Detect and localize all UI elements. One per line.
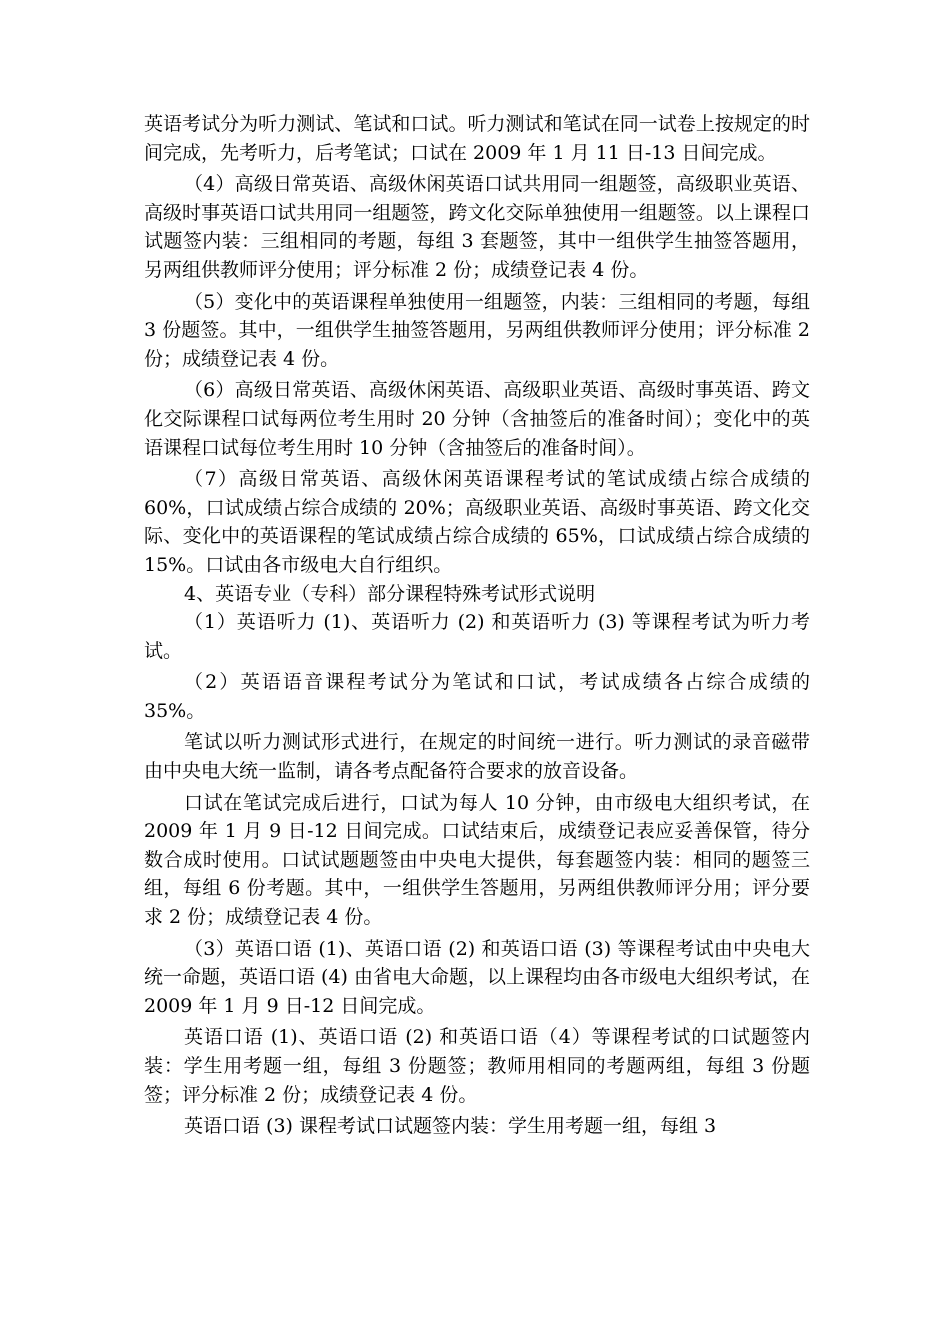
- paragraph-item-6: （6）高级日常英语、高级休闲英语、高级职业英语、高级时事英语、跨文化交际课程口试每两位考生用时 20 分钟（含抽签后的准备时间）；变化中的英语课程口试每位考生用时 10 分钟（含抽签后的准备时间）。: [144, 379, 810, 459]
- paragraph-speaking-3: 英语口语 (3) 课程考试口试题签内装：学生用考题一组，每组 3: [184, 1115, 717, 1138]
- paragraph-item-4: （4）高级日常英语、高级休闲英语口试共用同一组题签，高级职业英语、高级时事英语口试共用同一组题签，跨文化交际单独使用一组题签。以上课程口试题签内装：三组相同的考题，每组 3 套题签，其中一组供学生抽签答题用，另两组供教师评分使用；评分标准 2 份；成绩登记表 4 份。: [144, 173, 810, 281]
- paragraph-exam-format: 英语考试分为听力测试、笔试和口试。听力测试和笔试在同一试卷上按规定的时间完成，先考听力，后考笔试；口试在 2009 年 1 月 11 日-13 日间完成。: [144, 113, 810, 164]
- document-page: [144, 110, 810, 1141]
- paragraph-listening: （1）英语听力 (1)、英语听力 (2) 和英语听力 (3) 等课程考试为听力考试。: [144, 611, 810, 662]
- paragraph-phonetics: （2）英语语音课程考试分为笔试和口试，考试成绩各占综合成绩的 35%。: [144, 671, 810, 722]
- paragraph-speaking-packets: 英语口语 (1)、英语口语 (2) 和英语口语（4）等课程考试的口试题签内装：学生用考题一组，每组 3 份题签；教师用相同的考题两组，每组 3 份题签；评分标准 2 份；成绩登记表 4 份。: [144, 1026, 810, 1106]
- paragraph-item-7: （7）高级日常英语、高级休闲英语课程考试的笔试成绩占综合成绩的 60%，口试成绩占综合成绩的 20%；高级职业英语、高级时事英语、跨文化交际、变化中的英语课程的笔试成绩占综合成绩的 65%，口试成绩占综合成绩的 15%。口试由各市级电大自行组织。: [144, 468, 810, 576]
- paragraph-oral-test: 口试在笔试完成后进行，口试为每人 10 分钟，由市级电大组织考试，在 2009 年 1 月 9 日-12 日间完成。口试结束后，成绩登记表应妥善保管，待分数合成时使用。口试试题题签由中央电大提供，每套题签内装：相同的题签三组，每组 6 份考题。其中，一组供学生答题用，另两组供教师评分用；评分要求 2 份；成绩登记表 4 份。: [144, 791, 810, 929]
- paragraph-item-5: （5）变化中的英语课程单独使用一组题签，内装：三组相同的考题，每组 3 份题签。其中，一组供学生抽签答题用，另两组供教师评分使用；评分标准 2 份；成绩登记表 4 份。: [144, 290, 810, 370]
- section-heading-4: 4、英语专业（专科）部分课程特殊考试形式说明: [184, 582, 596, 605]
- paragraph-written-test: 笔试以听力测试形式进行，在规定的时间统一进行。听力测试的录音磁带由中央电大统一监制，请各考点配备符合要求的放音设备。: [144, 731, 810, 783]
- paragraph-speaking-courses: （3）英语口语 (1)、英语口语 (2) 和英语口语 (3) 等课程考试由中央电大统一命题，英语口语 (4) 由省电大命题，以上课程均由各市级电大组织考试，在 2009 年 1 月 9 日-12 日间完成。: [144, 937, 810, 1017]
